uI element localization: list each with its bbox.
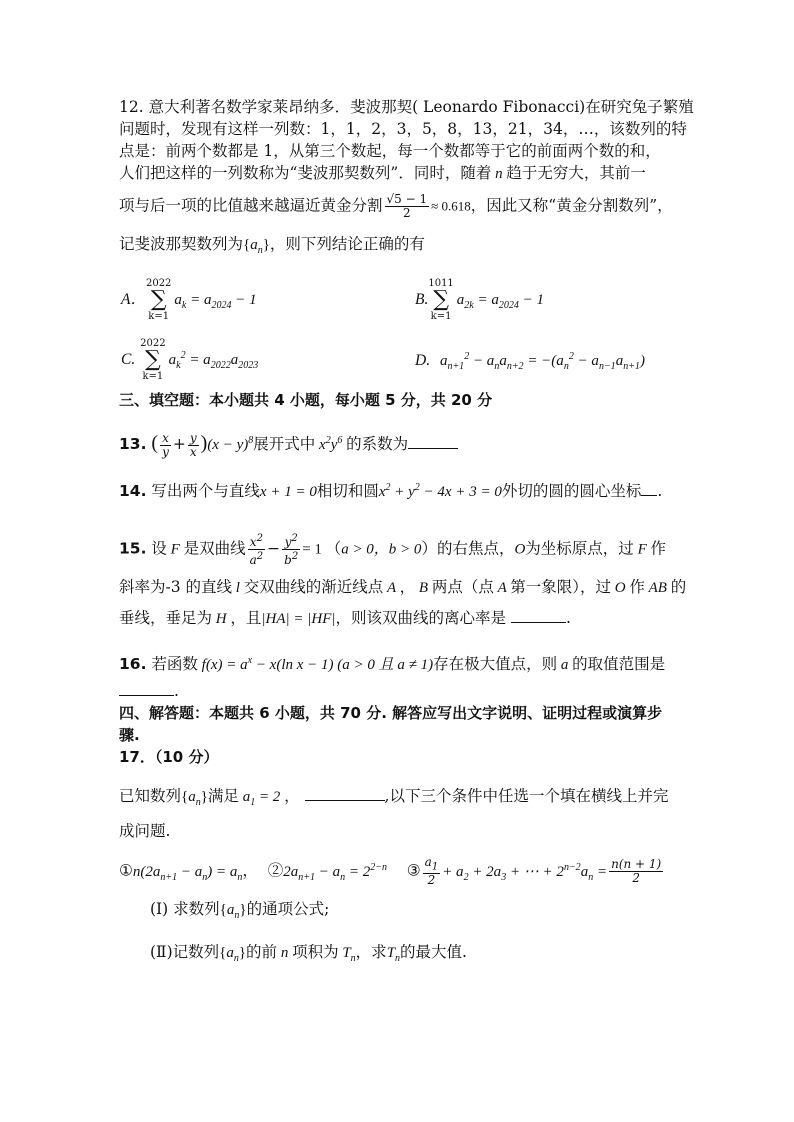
- q12-line-4: 人们把这样的一列数称为“斐波那契数列”．同时，随着 n 趋于无穷大，其前一: [119, 164, 646, 182]
- section-4-heading-line-2: 骤.: [119, 726, 140, 744]
- q17-part-1: (Ⅰ) 求数列$\{a_n\}$的通项公式;: [150, 900, 330, 921]
- q16-answer-blank[interactable]: [119, 681, 174, 696]
- q15-answer-blank[interactable]: [511, 608, 566, 623]
- q15-line-2: 斜率为-3 的直线 l 交双曲线的渐近线点 A ， B 两点（点 A 第一象限），过 O 作 AB 的: [119, 578, 687, 596]
- q12-option-a: A．2022 ∑ $k=1a_k = a_{2024} - 1$: [121, 278, 257, 322]
- q16-line-2: .: [119, 680, 179, 702]
- q12-line-1: 12. 意大利著名数学家莱昂纳多．斐波那契( Leonardo Fibonacci)在研究兔子繁殖: [119, 98, 694, 116]
- q12-line-5: 项与后一项的比值越来越逼近黄金分割 $\frac{√5 - 1}{2}$ ≈ 0.618，因此又称“黄金分割数列”，: [119, 192, 673, 220]
- q17-line-2: 成问题.: [119, 822, 171, 840]
- q12-line-2: 问题时，发现有这样一列数：1，1，2，3，5，8，13，21，34，…，该数列的特: [119, 120, 687, 138]
- q15-line-1: 15. 设 F 是双曲线 $\frac{x^2}{a^2}$ − $\frac{y^2}{b^2}$ = 1 （a > 0，b > 0）的右焦点，O为坐标原点，过 F 作: [119, 533, 666, 567]
- q12-line-6: 记斐波那契数列为$\{a_n\}$，则下列结论正确的有: [119, 235, 425, 256]
- q14: 14. 写出两个与直线x + 1 = 0相切和圆$x^2 + y^2 - 4x + 3 = 0$外切的圆的圆心坐标 .: [119, 482, 663, 500]
- q12-option-d: D. $a_{n+1}^2 - a_na_{n+2} = -(a_n^2 - a_{n-1}a_{n+1})$: [415, 351, 645, 372]
- q13: 13. ( $\frac{x}{y}$ + $\frac{y}{x}$ )$(x - y)^8$展开式中 $x^2y^6$ 的系数为: [119, 430, 458, 459]
- q17-condition-blank[interactable]: [305, 786, 385, 801]
- q12-option-b: B.1011 ∑ $k=1a_{2k} = a_{2024} - 1$: [415, 278, 544, 322]
- q17-part-2: (Ⅱ)记数列$\{a_n\}$的前 n 项积为 $T_n$，求$T_n$的最大值.: [150, 943, 467, 964]
- q12-option-c: C. 2022 ∑ $k=1a_k^2 = a_{2022}a_{2023}$: [121, 338, 259, 382]
- q15-line-3: 垂线，垂足为 H ，且|HA| = |HF|，则该双曲线的离心率是 .: [119, 609, 571, 627]
- q13-answer-blank[interactable]: [408, 434, 458, 449]
- golden-ratio-fraction: $\frac{√5 - 1}{2}$: [386, 192, 428, 220]
- q14-answer-blank[interactable]: [641, 481, 657, 496]
- section-4-heading-line-1: 四、解答题：本题共 6 小题，共 70 分. 解答应写出文字说明、证明过程或演算步: [119, 704, 663, 722]
- q16-line-1: 16. 若函数 $f(x) = a^x - x(\ln$ x − 1) (a > 0 且 a ≠ 1)存在极大值点，则 a 的取值范围是: [119, 655, 666, 673]
- q17-header: 17．（10 分）: [119, 748, 219, 766]
- q12-line-3: 点是：前两个数都是 1，从第三个数起，每一个数都等于它的前面两个数的和，: [119, 142, 661, 160]
- q17-conditions: $①n(2a_{n+1} - a_n) = a_n$， $②2a_{n+1} - a_n = 2^{2-n}$ ③ $\frac{a_1}{2}$ + $a_2 + 2a_3$ + ⋯ + $2^{n-2}a_n$ = $\frac{n(n + 1)}{2}$: [119, 855, 662, 888]
- q17-line-1: 已知数列$\{a_n\}$满足 $a_1 = 2$ ， ,以下三个条件中任选一个填在横线上并完: [119, 787, 669, 808]
- section-3-heading: 三、填空题：本小题共 4 小题，每小题 5 分，共 20 分: [119, 391, 493, 409]
